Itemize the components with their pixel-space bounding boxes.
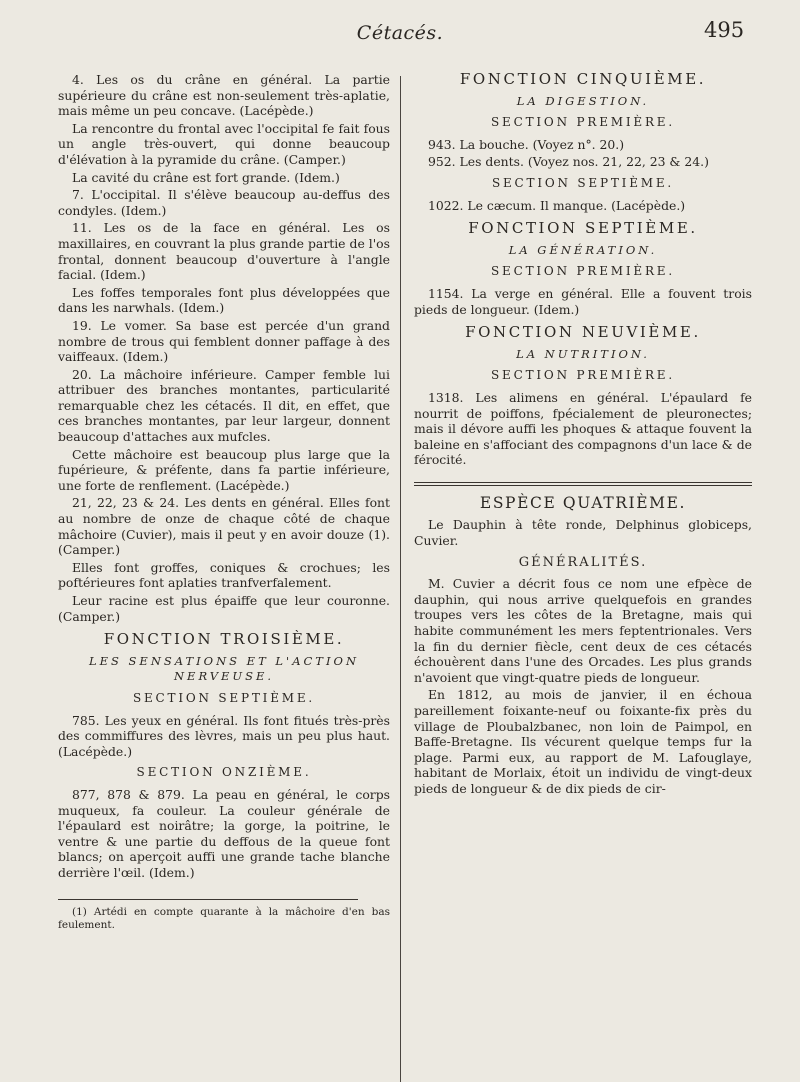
running-title: Cétacés. — [356, 22, 444, 44]
paragraph: 943. La bouche. (Voyez n°. 20.) — [428, 136, 625, 152]
heading-generalites: GÉNÉRALITÉS. — [518, 554, 648, 570]
right-column — [414, 72, 752, 799]
paragraph: Les foffes temporales font plus développées que dans les narwhals. (Idem.) — [58, 284, 390, 316]
heading-fonction-cinquieme: FONCTION CINQUIÈME. — [459, 70, 707, 88]
heading-fonction-troisieme: FONCTION TROISIÈME. — [103, 630, 345, 649]
paragraph: 20. La mâchoire inférieure. Camper femble lui attribuer des branches montantes, particularité remarquable chez les cétacés. Il dit, en effet, que ces branches montantes, par leur largeur, donnent beaucoup d'attaches aux mufcles. — [58, 366, 390, 445]
paragraph: M. Cuvier a décrit fous ce nom une efpèce de dauphin, qui nous arrive quelquefois en grandes troupes vers les côtes de la Bretagne, mais qui habite communément les mers feptentrionales. Vers la fin du dernier fiècle, cent deux de ces cétacés échouèrent dans l'une des Orcades. Les plus grands n'avoient que vingt-quatre pieds de longueur. — [414, 576, 752, 685]
paragraph: 21, 22, 23 & 24. Les dents en général. Elles font au nombre de onze de chaque côté de chaque mâchoire (Cuvier), mais il peut y en avoir douze (1). (Camper.) — [58, 495, 390, 558]
subheading: LA GÉNÉRATION. — [508, 242, 658, 257]
paragraph: 7. L'occipital. Il s'élève beaucoup au-deffus des condyles. (Idem.) — [58, 187, 390, 218]
heading-fonction-septieme: FONCTION SEPTIÈME. — [468, 219, 698, 238]
paragraph: 952. Les dents. (Voyez nos. 21, 22, 23 & 24.) — [428, 154, 709, 170]
paragraph: 4. Les os du crâne en général. La partie supérieure du crâne est non-seulement très-aplatie, mais même un peu concave. (Lacépède.) — [58, 72, 390, 119]
paragraph: Cette mâchoire est beaucoup plus large que la fupérieure, & préfente, dans fa partie inférieure, une forte de renflement. (Lacépède.) — [58, 446, 390, 493]
paragraph: 1022. Le cæcum. Il manque. (Lacépède.) — [428, 197, 686, 213]
paragraph: La cavité du crâne est fort grande. (Idem.) — [72, 169, 340, 185]
heading-espece-quatrieme: ESPÈCE QUATRIÈME. — [479, 493, 687, 512]
subheading: LES SENSATIONS ET L'ACTION NERVEUSE. — [88, 653, 360, 684]
section-heading: SECTION PREMIÈRE. — [491, 264, 675, 279]
section-heading: SECTION PREMIÈRE. — [491, 115, 675, 130]
paragraph: 1318. Les alimens en général. L'épaulard fe nourrit de poiffons, fpécialement de pleuronectes; mais il dévore auffi les phoques & attaque fouvent la baleine en s'affociant des compagnons d'un lace & de férocité. — [414, 389, 752, 468]
section-heading: SECTION PREMIÈRE. — [491, 368, 675, 383]
section-heading: SECTION SEPTIÈME. — [491, 175, 675, 190]
paragraph: 785. Les yeux en général. Ils font fitués très-près des commiffures des lèvres, mais un peu plus haut. (Lacépède.) — [58, 712, 390, 759]
left-column — [58, 72, 390, 934]
paragraph: 1154. La verge en général. Elle a fouvent trois pieds de longueur. (Idem.) — [414, 285, 752, 317]
footnote-rule — [58, 899, 358, 900]
heading-fonction-neuvieme: FONCTION NEUVIÈME. — [465, 323, 701, 342]
paragraph: 11. Les os de la face en général. Les os maxillaires, en couvrant la plus grande partie de l'os frontal, donnent beaucoup d'ouverture à l'angle facial. (Idem.) — [58, 220, 390, 283]
paragraph: 19. Le vomer. Sa base est percée d'un grand nombre de trous qui femblent donner paffage à des vaiffeaux. (Idem.) — [58, 317, 390, 365]
paragraph: La rencontre du frontal avec l'occipital fe fait fous un angle très-ouvert, qui donne beaucoup d'élévation à la pyramide du crâne. (Camper.) — [58, 120, 390, 167]
paragraph: Elles font groffes, coniques & crochues; les poftérieures font aplaties tranfverfalement. — [58, 559, 390, 591]
species-name: Le Dauphin à tête ronde, Delphinus globiceps, Cuvier. — [414, 517, 752, 549]
subheading: LA DIGESTION. — [516, 93, 650, 108]
subheading: LA NUTRITION. — [516, 346, 650, 361]
paragraph: 877, 878 & 879. La peau en général, le corps muqueux, fa couleur. La couleur générale de l'épaulard est noirâtre; la gorge, la poitrine, le ventre & une partie du deffous de la queue font blancs; on aperçoit auffi une grande tache blanche derrière l'œil. (Idem.) — [58, 786, 390, 880]
column-rule — [400, 76, 401, 1082]
double-rule — [414, 482, 752, 486]
paragraph: En 1812, au mois de janvier, il en échoua pareillement foixante-neuf ou foixante-fix près du village de Ploubalzbanec, non loin de Paimpol, en Baffe-Bretagne. Ils vécurent quelque temps fur la plage. Parmi eux, au rapport de M. Lafouglaye, habitant de Morlaix, étoit un individu de vingt-deux pieds de longueur & de dix pieds de cir- — [414, 687, 752, 796]
paragraph: Leur racine est plus épaiffe que leur couronne. (Camper.) — [58, 593, 390, 624]
page-number: 495 — [704, 18, 745, 42]
section-heading: SECTION SEPTIÈME. — [132, 690, 316, 705]
section-heading: SECTION ONZIÈME. — [136, 765, 312, 780]
footnote: (1) Artédi en compte quarante à la mâchoire d'en bas feulement. — [58, 905, 390, 931]
